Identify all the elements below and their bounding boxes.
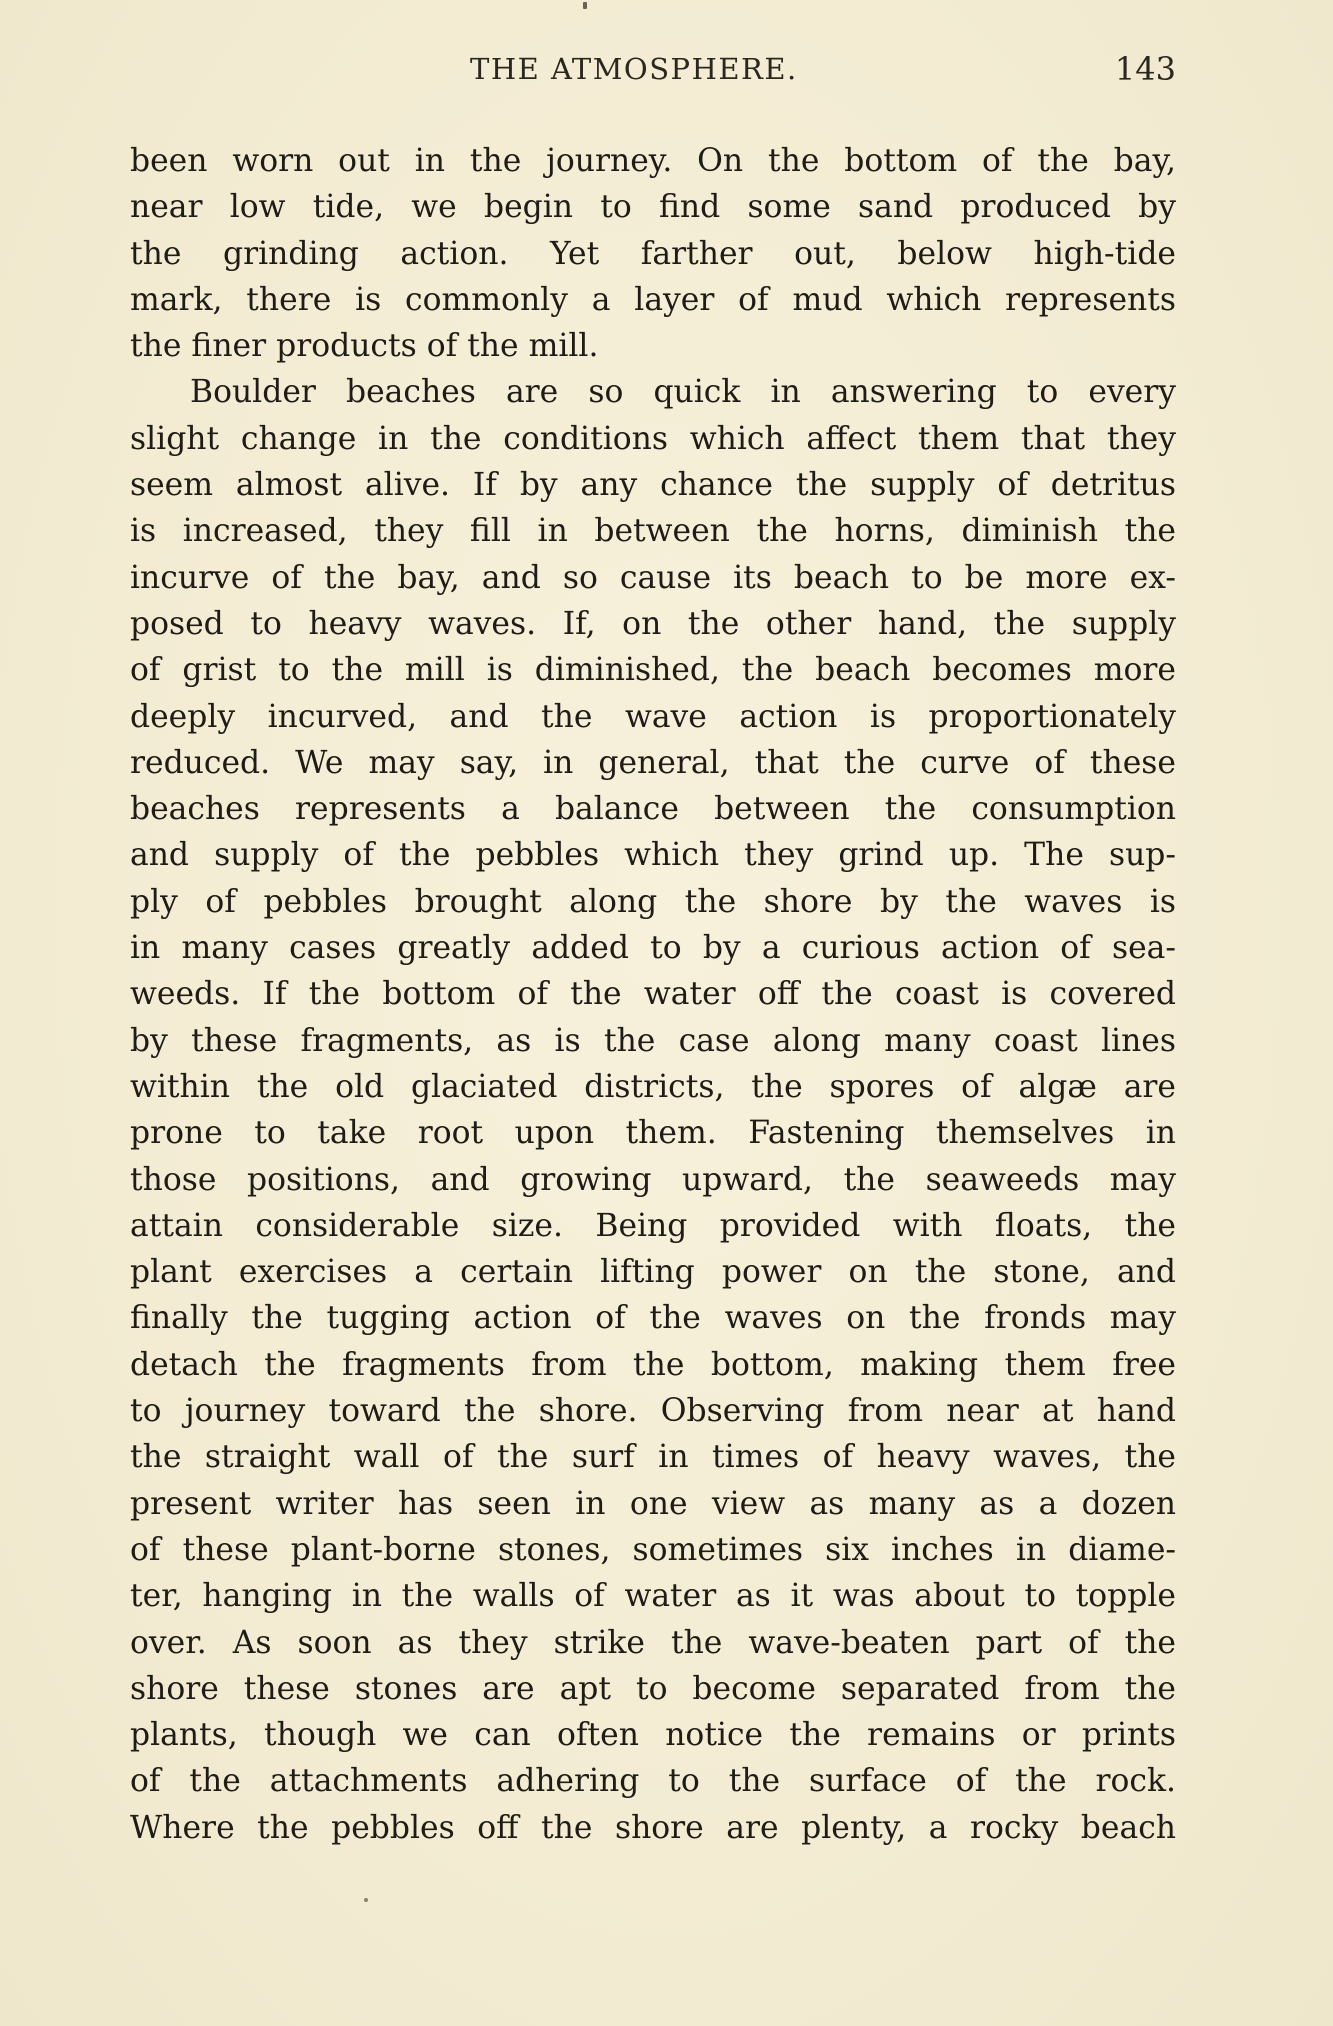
text-line: of these plant-borne stones, sometimes six inches in diame- [130,1531,1176,1568]
text-line: Boulder beaches are so quick in answering to every [190,374,1176,411]
text-line: seem almost alive. If by any chance the supply of detritus [130,467,1176,504]
text-line: by these fragments, as is the case along many coast lines [130,1022,1176,1059]
text-line: over. As soon as they strike the wave-beaten part of the [130,1624,1176,1661]
text-line: present writer has seen in one view as many as a dozen [130,1485,1176,1522]
text-line: and supply of the pebbles which they grind up. The sup- [130,837,1176,874]
text-line: slight change in the conditions which affect them that they [130,420,1176,457]
text-line: near low tide, we begin to find some sand produced by [130,189,1176,226]
text-line: attain considerable size. Being provided with floats, the [130,1207,1176,1244]
text-line: mark, there is commonly a layer of mud which represents [130,281,1176,318]
text-line: plant exercises a certain lifting power on the stone, and [130,1254,1176,1291]
text-line: been worn out in the journey. On the bottom of the bay, [130,143,1176,179]
text-line: the finer products of the mill. [130,328,599,365]
page-header [130,52,1176,96]
text-line: ter, hanging in the walls of water as it was about to topple [130,1578,1176,1615]
text-line: Where the pebbles off the shore are plenty, a rocky beach [130,1809,1176,1846]
text-line: plants, though we can often notice the remains or prints [130,1717,1176,1754]
text-line: in many cases greatly added to by a curious action of sea- [130,930,1176,967]
text-line: reduced. We may say, in general, that the curve of these [130,744,1176,781]
text-line: posed to heavy waves. If, on the other hand, the supply [130,605,1176,642]
text-line: prone to take root upon them. Fastening themselves in [130,1115,1176,1152]
ink-speck [583,2,587,9]
text-line: of the attachments adhering to the surface of the rock. [130,1763,1176,1800]
text-line: beaches represents a balance between the consumption [130,791,1176,828]
body-text [130,138,1176,1851]
text-line: deeply incurved, and the wave action is proportionately [130,698,1176,735]
text-line: within the old glaciated districts, the spores of algæ are [130,1068,1176,1105]
ink-speck [364,1898,368,1902]
text-line: of grist to the mill is diminished, the beach becomes more [130,652,1176,689]
text-line: finally the tugging action of the waves on the fronds may [130,1300,1176,1337]
page-number: 143 [1114,50,1176,88]
text-line: to journey toward the shore. Observing from near at hand [130,1393,1176,1430]
text-line: the grinding action. Yet farther out, below high-tide [130,235,1176,272]
text-line: is increased, they fill in between the horns, diminish the [130,513,1176,550]
text-line: shore these stones are apt to become separated from the [130,1670,1176,1707]
text-line: incurve of the bay, and so cause its beach to be more ex- [130,559,1176,596]
text-line: those positions, and growing upward, the seaweeds may [130,1161,1176,1198]
text-line: weeds. If the bottom of the water off the coast is covered [130,976,1176,1013]
text-line: ply of pebbles brought along the shore by the waves is [130,883,1176,920]
text-line: the straight wall of the surf in times of heavy waves, the [130,1439,1176,1476]
running-title: THE ATMOSPHERE. [470,52,798,86]
text-line: detach the fragments from the bottom, making them free [130,1346,1176,1383]
